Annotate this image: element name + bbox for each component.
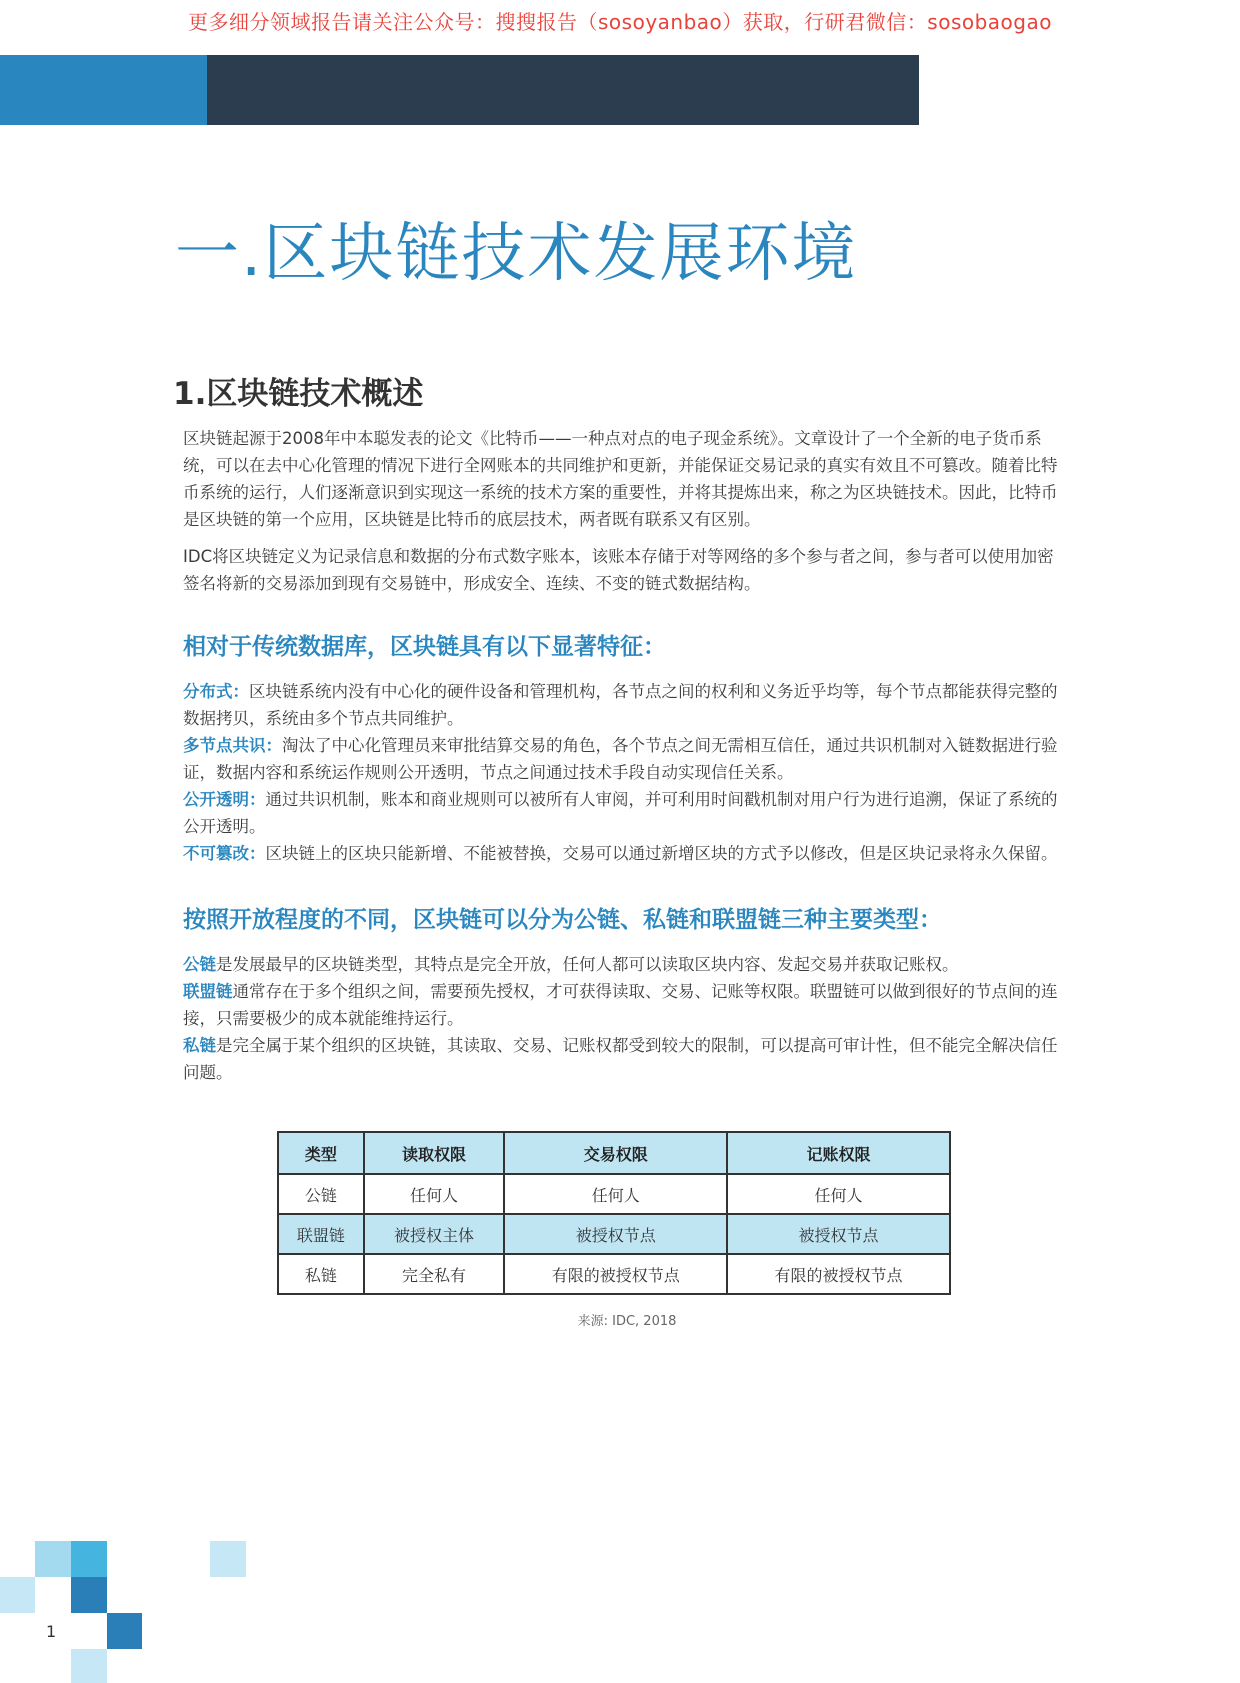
table-cell: 公链 [278,1174,364,1214]
decorative-square [71,1541,107,1577]
feature-text: 通过共识机制，账本和商业规则可以被所有人审阅，并可利用时间戳机制对用户行为进行追溯，保证了系统的公开透明。 [183,790,1058,836]
type-text: 是完全属于某个组织的区块链，其读取、交易、记账权都受到较大的限制，可以提高可审计性，但不能完全解决信任问题。 [183,1036,1058,1082]
table-cell: 私链 [278,1254,364,1294]
feature-item [183,840,1068,867]
header-bar-accent [0,55,207,125]
feature-term: 多节点共识： [183,736,282,755]
feature-item [183,732,1068,786]
table-header-cell: 读取权限 [364,1132,505,1174]
decorative-square [0,1577,35,1613]
table-cell: 被授权节点 [504,1214,727,1254]
types-heading: 按照开放程度的不同，区块链可以分为公链、私链和联盟链三种主要类型： [183,907,942,933]
feature-term: 公开透明： [183,790,266,809]
feature-term: 不可篡改： [183,844,266,863]
table-cell: 完全私有 [364,1254,505,1294]
feature-text: 区块链系统内没有中心化的硬件设备和管理机构，各节点之间的权利和义务近乎均等，每个节点都能获得完整的数据拷贝，系统由多个节点共同维护。 [183,682,1058,728]
table-header-row [278,1132,950,1174]
decorative-square [71,1649,107,1683]
table-row [278,1254,950,1294]
table-row [278,1214,950,1254]
blockchain-types-table [277,1131,951,1295]
table-header-cell: 交易权限 [504,1132,727,1174]
type-text: 通常存在于多个组织之间，需要预先授权，才可获得读取、交易、记账等权限。联盟链可以做到很好的节点间的连接，只需要极少的成本就能维持运行。 [183,982,1058,1028]
chapter-title: 一.区块链技术发展环境 [175,217,858,291]
feature-item [183,678,1068,732]
table-cell: 任何人 [364,1174,505,1214]
table-header-cell: 记账权限 [727,1132,950,1174]
intro-paragraph-2: IDC将区块链定义为记录信息和数据的分布式数字账本，该账本存储于对等网络的多个参与者之间，参与者可以使用加密签名将新的交易添加到现有交易链中，形成安全、连续、不变的链式数据结构。 [183,547,1054,593]
type-text: 是发展最早的区块链类型，其特点是完全开放，任何人都可以读取区块内容、发起交易并获取记账权。 [216,955,959,974]
type-item [183,978,1068,1032]
main-content [183,425,1068,1086]
feature-text: 区块链上的区块只能新增、不能被替换，交易可以通过新增区块的方式予以修改，但是区块记录将永久保留。 [265,844,1058,863]
promo-notice: 更多细分领域报告请关注公众号：搜搜报告（sosoyanbao）获取，行研君微信：sosobaogao [188,10,1052,34]
feature-item [183,786,1068,840]
table-cell: 任何人 [504,1174,727,1214]
table-cell: 任何人 [727,1174,950,1214]
table-cell: 被授权主体 [364,1214,505,1254]
feature-term: 分布式： [183,682,249,701]
type-item [183,951,1068,978]
table-cell: 联盟链 [278,1214,364,1254]
header-bar-dark [207,55,919,125]
type-term: 联盟链 [183,982,233,1001]
features-heading: 相对于传统数据库，区块链具有以下显著特征： [183,634,666,660]
feature-text: 淘汰了中心化管理员来审批结算交易的角色，各个节点之间无需相互信任，通过共识机制对入链数据进行验证，数据内容和系统运作规则公开透明，节点之间通过技术手段自动实现信任关系。 [183,736,1058,782]
decorative-square [71,1577,107,1613]
table-cell: 有限的被授权节点 [727,1254,950,1294]
decorative-square [35,1541,71,1577]
decorative-square [107,1613,142,1649]
table-cell: 有限的被授权节点 [504,1254,727,1294]
type-item [183,1032,1068,1086]
table-cell: 被授权节点 [727,1214,950,1254]
type-term: 私链 [183,1036,216,1055]
page-number: 1 [46,1622,57,1641]
intro-paragraph-1: 区块链起源于2008年中本聪发表的论文《比特币——一种点对点的电子现金系统》。文章设计了一个全新的电子货币系统，可以在去中心化管理的情况下进行全网账本的共同维护和更新，并能保证交易记录的真实有效且不可篡改。随着比特币系统的运行，人们逐渐意识到实现这一系统的技术方案的重要性，并将其提炼出来，称之为区块链技术。因此，比特币是区块链的第一个应用，区块链是比特币的底层技术，两者既有联系又有区别。 [183,429,1058,529]
table-row [278,1174,950,1214]
decorative-square [210,1541,246,1577]
table-source-caption: 来源: IDC, 2018 [577,1314,677,1329]
table-header-cell: 类型 [278,1132,364,1174]
section-title: 1.区块链技术概述 [173,376,424,412]
type-term: 公链 [183,955,216,974]
